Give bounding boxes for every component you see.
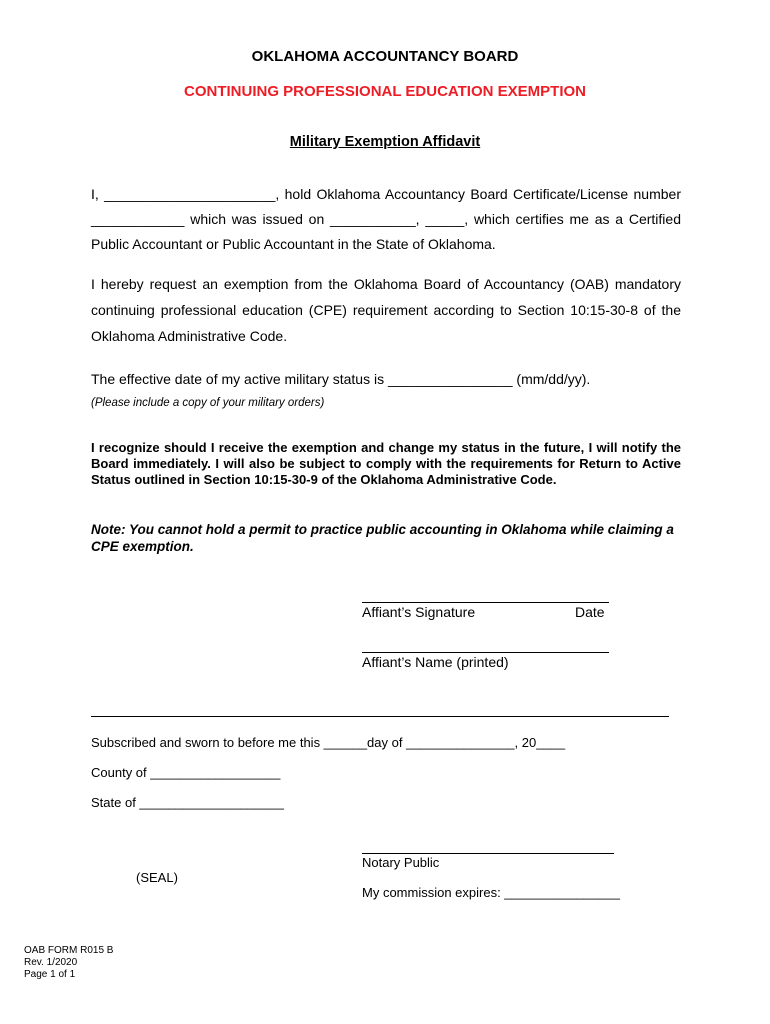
county-line: County of __________________ [91, 765, 281, 780]
seal-label: (SEAL) [136, 870, 178, 885]
certificate-paragraph: I, ______________________, hold Oklahoma Accountancy Board Certificate/License number ____________ which was issued on ___________, _____, which certifies me as a Certified Public Accountant or Public Accountant in the State of Oklahoma. [91, 186, 681, 252]
affiant-signature-line[interactable] [362, 602, 609, 603]
form-subtitle: CONTINUING PROFESSIONAL EDUCATION EXEMPTION [184, 83, 586, 100]
form-title: Military Exemption Affidavit [289, 134, 481, 150]
commission-expires-line: My commission expires: ________________ [362, 885, 620, 900]
form-number: OAB FORM R015 B [24, 945, 114, 956]
military-orders-note: (Please include a copy of your military orders) [91, 397, 325, 409]
section-divider [91, 716, 669, 717]
board-title: OKLAHOMA ACCOUNTANCY BOARD [251, 48, 519, 65]
date-label: Date [575, 604, 605, 620]
affiant-name-line[interactable] [362, 652, 609, 653]
notary-signature-line[interactable] [362, 853, 614, 854]
affiant-name-label: Affiant’s Name (printed) [362, 654, 509, 670]
affiant-signature-label: Affiant’s Signature [362, 604, 476, 620]
status-change-acknowledgement: I recognize should I receive the exemption and change my status in the future, I will notify the Board immediately. I will also be subject to comply with the requirements for Return to Active Status outlined in Section 10:15-30-9 of the Oklahoma Administrative Code. [91, 440, 681, 487]
page-number: Page 1 of 1 [24, 969, 76, 980]
exemption-request-paragraph: I hereby request an exemption from the Oklahoma Board of Accountancy (OAB) mandatory continuing professional education (CPE) requirement according to Section 10:15-30-8 of the Oklahoma Administrative Code. [91, 276, 681, 344]
notary-public-label: Notary Public [362, 855, 440, 870]
state-line: State of ____________________ [91, 795, 285, 810]
military-status-date-line: The effective date of my active military status is ________________ (mm/dd/yy). [91, 371, 591, 387]
subscribed-sworn-line: Subscribed and sworn to before me this ______day of _______________, 20____ [91, 735, 566, 750]
permit-note: Note: You cannot hold a permit to practice public accounting in Oklahoma while claiming a CPE exemption. [91, 522, 674, 554]
revision: Rev. 1/2020 [24, 957, 78, 968]
